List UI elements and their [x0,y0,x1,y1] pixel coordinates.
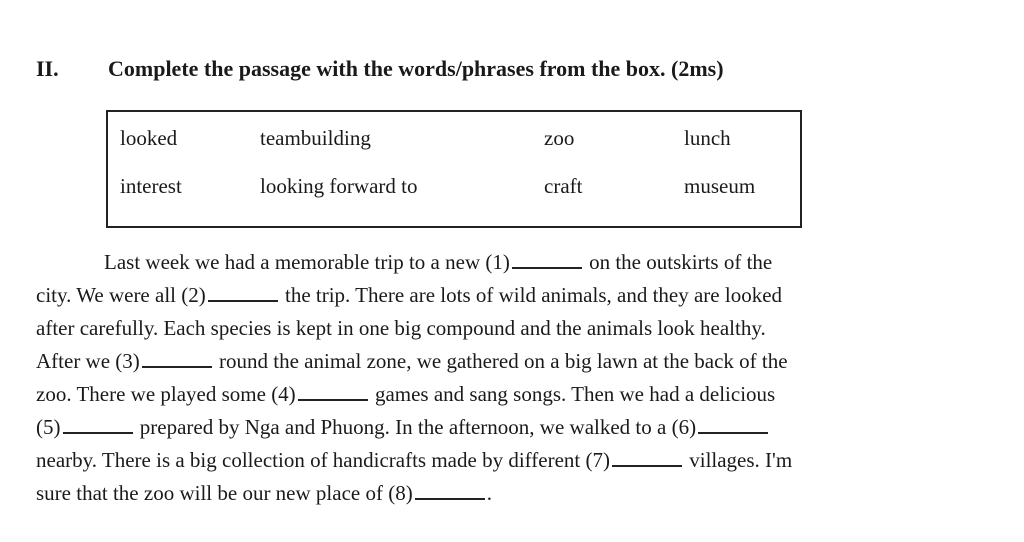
passage-line [36,411,996,444]
blank-3[interactable] [142,348,212,368]
blank-4[interactable] [298,381,368,401]
box-word-zoo: zoo [544,126,575,150]
passage-text: Last week we had a memorable trip to a new (1) [104,250,510,274]
passage-line [36,378,996,411]
box-word-teambuilding: teambuilding [260,126,371,150]
box-word-looking-forward-to: looking forward to [260,174,418,198]
passage-text: round the animal zone, we gathered on a big lawn at the back of the [213,349,788,373]
passage-text: villages. I'm [683,448,793,472]
passage-text: After we (3) [36,349,140,373]
blank-7[interactable] [612,447,682,467]
passage-text: (5) [36,415,61,439]
passage-text: after carefully. Each species is kept in one big compound and the animals look healthy. [36,316,766,340]
word-box [106,110,802,228]
passage-line [36,279,996,312]
passage-line [36,246,996,279]
exercise-instruction: Complete the passage with the words/phrases from the box. (2ms) [108,56,724,81]
blank-2[interactable] [208,282,278,302]
blank-6[interactable] [698,414,768,434]
exercise-number: II. [36,56,59,81]
passage-text: prepared by Nga and Phuong. In the afternoon, we walked to a (6) [134,415,697,439]
exercise-heading [36,56,724,82]
box-word-museum: museum [684,174,756,198]
passage [36,246,996,510]
box-word-interest: interest [120,174,182,198]
passage-line [36,477,996,510]
blank-5[interactable] [63,414,133,434]
passage-line [36,444,996,477]
box-word-lunch: lunch [684,126,731,150]
blank-1[interactable] [512,249,582,269]
blank-8[interactable] [415,480,485,500]
passage-line [36,345,996,378]
box-word-craft: craft [544,174,583,198]
passage-text: . [486,481,492,505]
passage-text: sure that the zoo will be our new place of (8) [36,481,413,505]
passage-text: games and sang songs. Then we had a delicious [369,382,776,406]
passage-line [36,312,996,345]
passage-text: nearby. There is a big collection of handicrafts made by different (7) [36,448,610,472]
passage-text: on the outskirts of the [583,250,773,274]
box-word-looked: looked [120,126,178,150]
passage-text: zoo. There we played some (4) [36,382,296,406]
passage-text: city. We were all (2) [36,283,206,307]
passage-text: the trip. There are lots of wild animals, and they are looked [279,283,783,307]
